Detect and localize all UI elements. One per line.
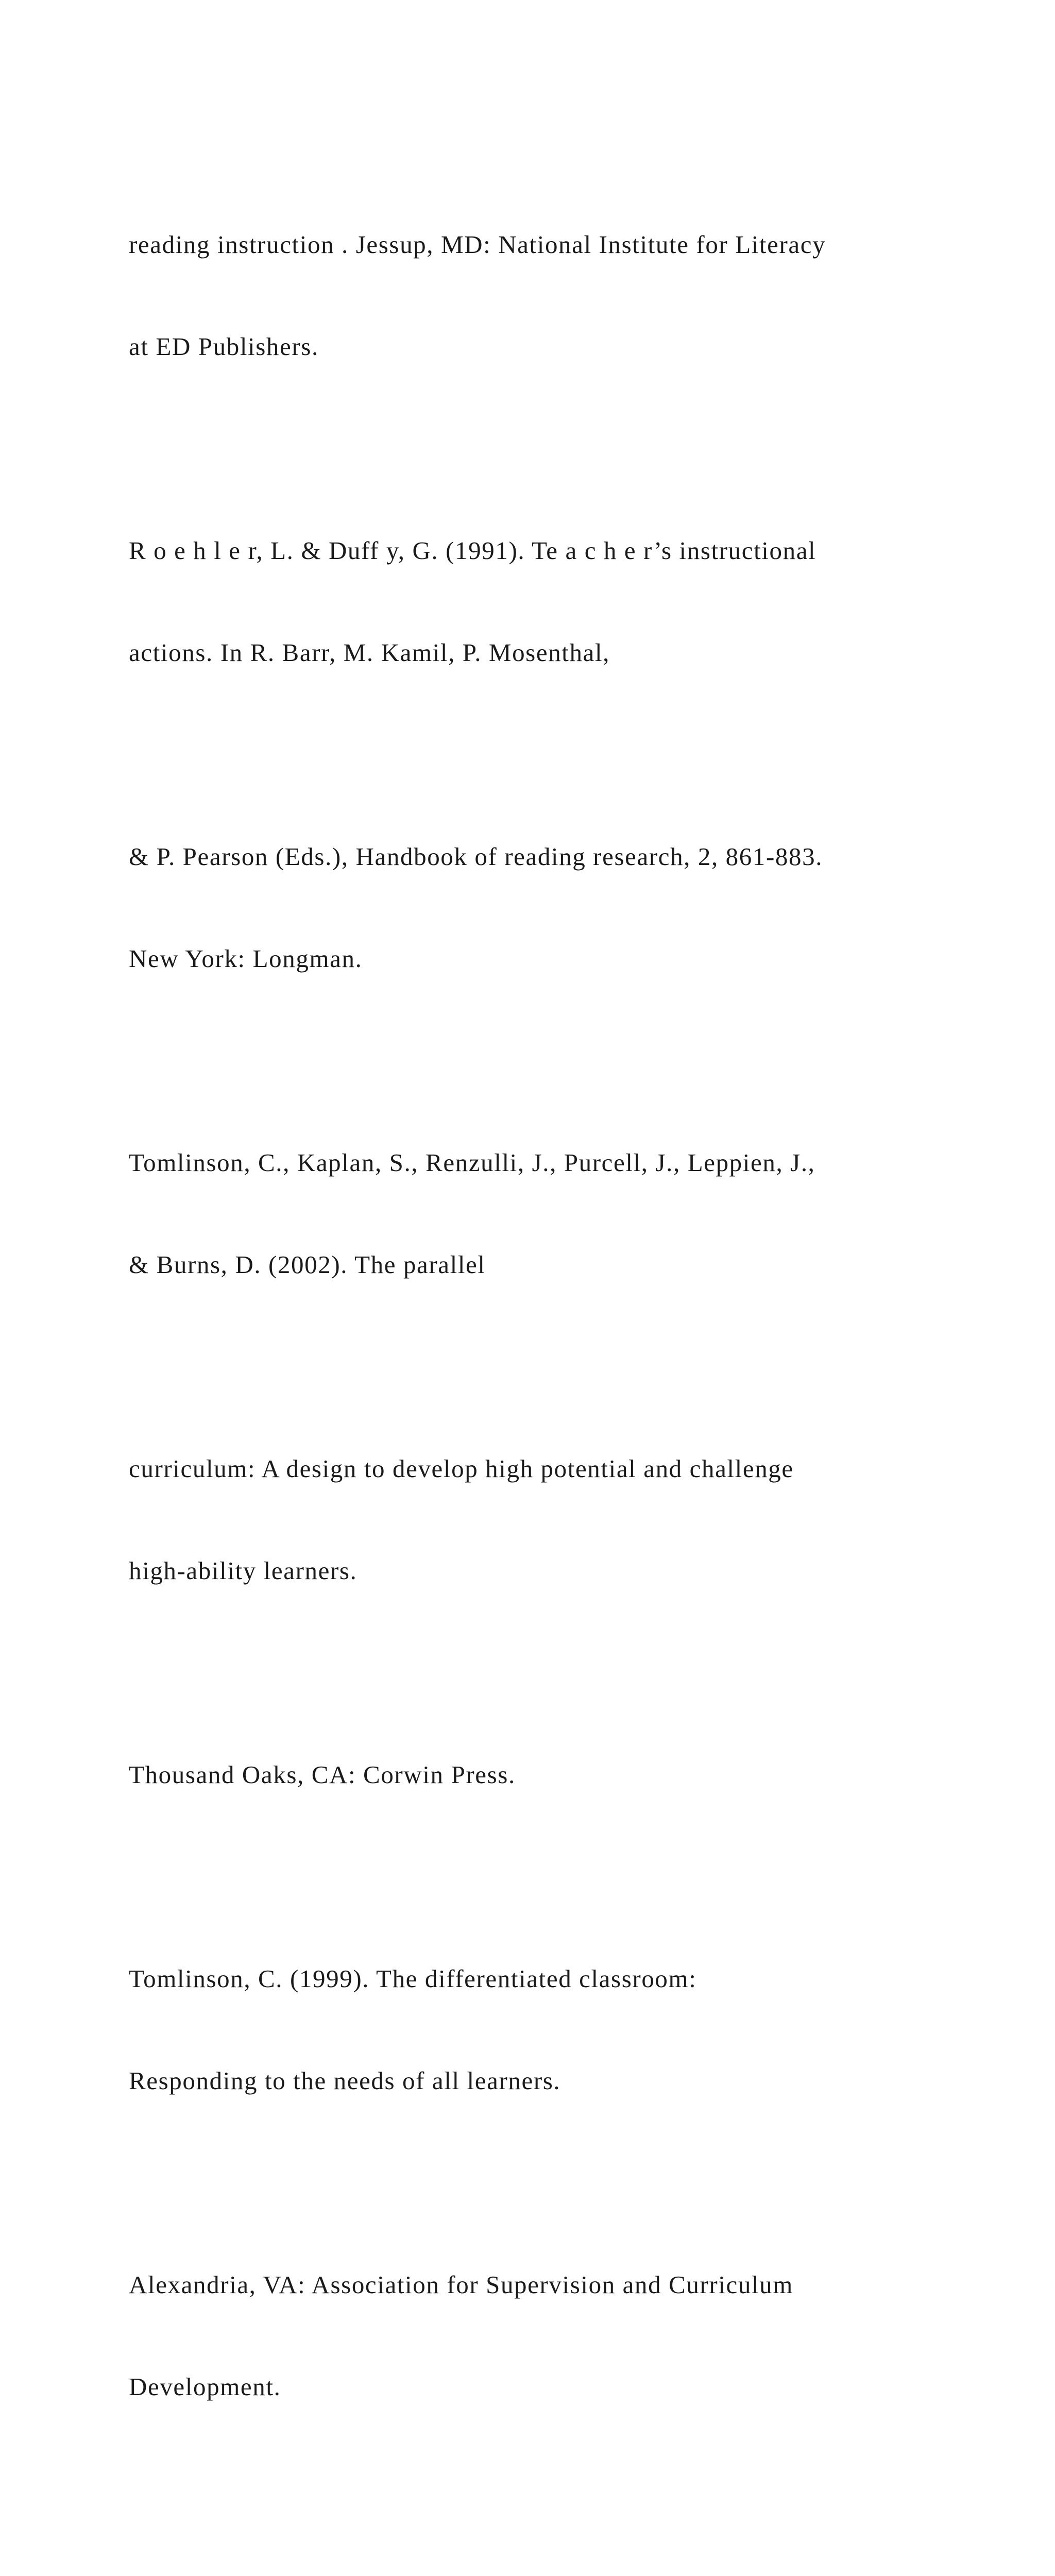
text-line: & P. Pearson (Eds.), Handbook of reading research, 2, 861-883. [129, 842, 823, 871]
text-line: Thousand Oaks, CA: Corwin Press. [129, 1760, 516, 1789]
text-line: high-ability learners. [129, 1556, 358, 1585]
text-line: Development. [129, 2372, 281, 2401]
text-line: reading instruction . Jessup, MD: National Institute for Literacy [129, 230, 826, 259]
reference-paragraph [129, 2200, 932, 2472]
text-line: Responding to the needs of all learners. [129, 2066, 561, 2095]
reference-paragraph [129, 1894, 932, 2166]
text-line: New York: Longman. [129, 944, 363, 973]
document-body [129, 160, 932, 2576]
reference-paragraph [129, 1384, 932, 1656]
reference-paragraph [129, 160, 932, 432]
text-line [129, 2574, 932, 2576]
reference-paragraph [129, 1078, 932, 1350]
reference-paragraph [129, 772, 932, 1044]
text-line: actions. In R. Barr, M. Kamil, P. Mosenthal, [129, 638, 610, 667]
text-line: Tomlinson, C., Kaplan, S., Renzulli, J., Purcell, J., Leppien, J., [129, 1148, 815, 1177]
text-line: curriculum: A design to develop high potential and challenge [129, 1454, 794, 1483]
reference-paragraph [129, 2506, 932, 2576]
text-line: & Burns, D. (2002). The parallel [129, 1250, 486, 1279]
text-line: at ED Publishers. [129, 332, 319, 361]
text-line: Alexandria, VA: Association for Supervision and Curriculum [129, 2270, 793, 2299]
text-line: Tomlinson, C. (1999). The differentiated classroom: [129, 1964, 697, 1993]
reference-paragraph [129, 466, 932, 738]
text-line: R o e h l e r, L. & Duff y, G. (1991). Te a c h e r’s instructional [129, 536, 816, 565]
reference-paragraph [129, 1690, 932, 1860]
